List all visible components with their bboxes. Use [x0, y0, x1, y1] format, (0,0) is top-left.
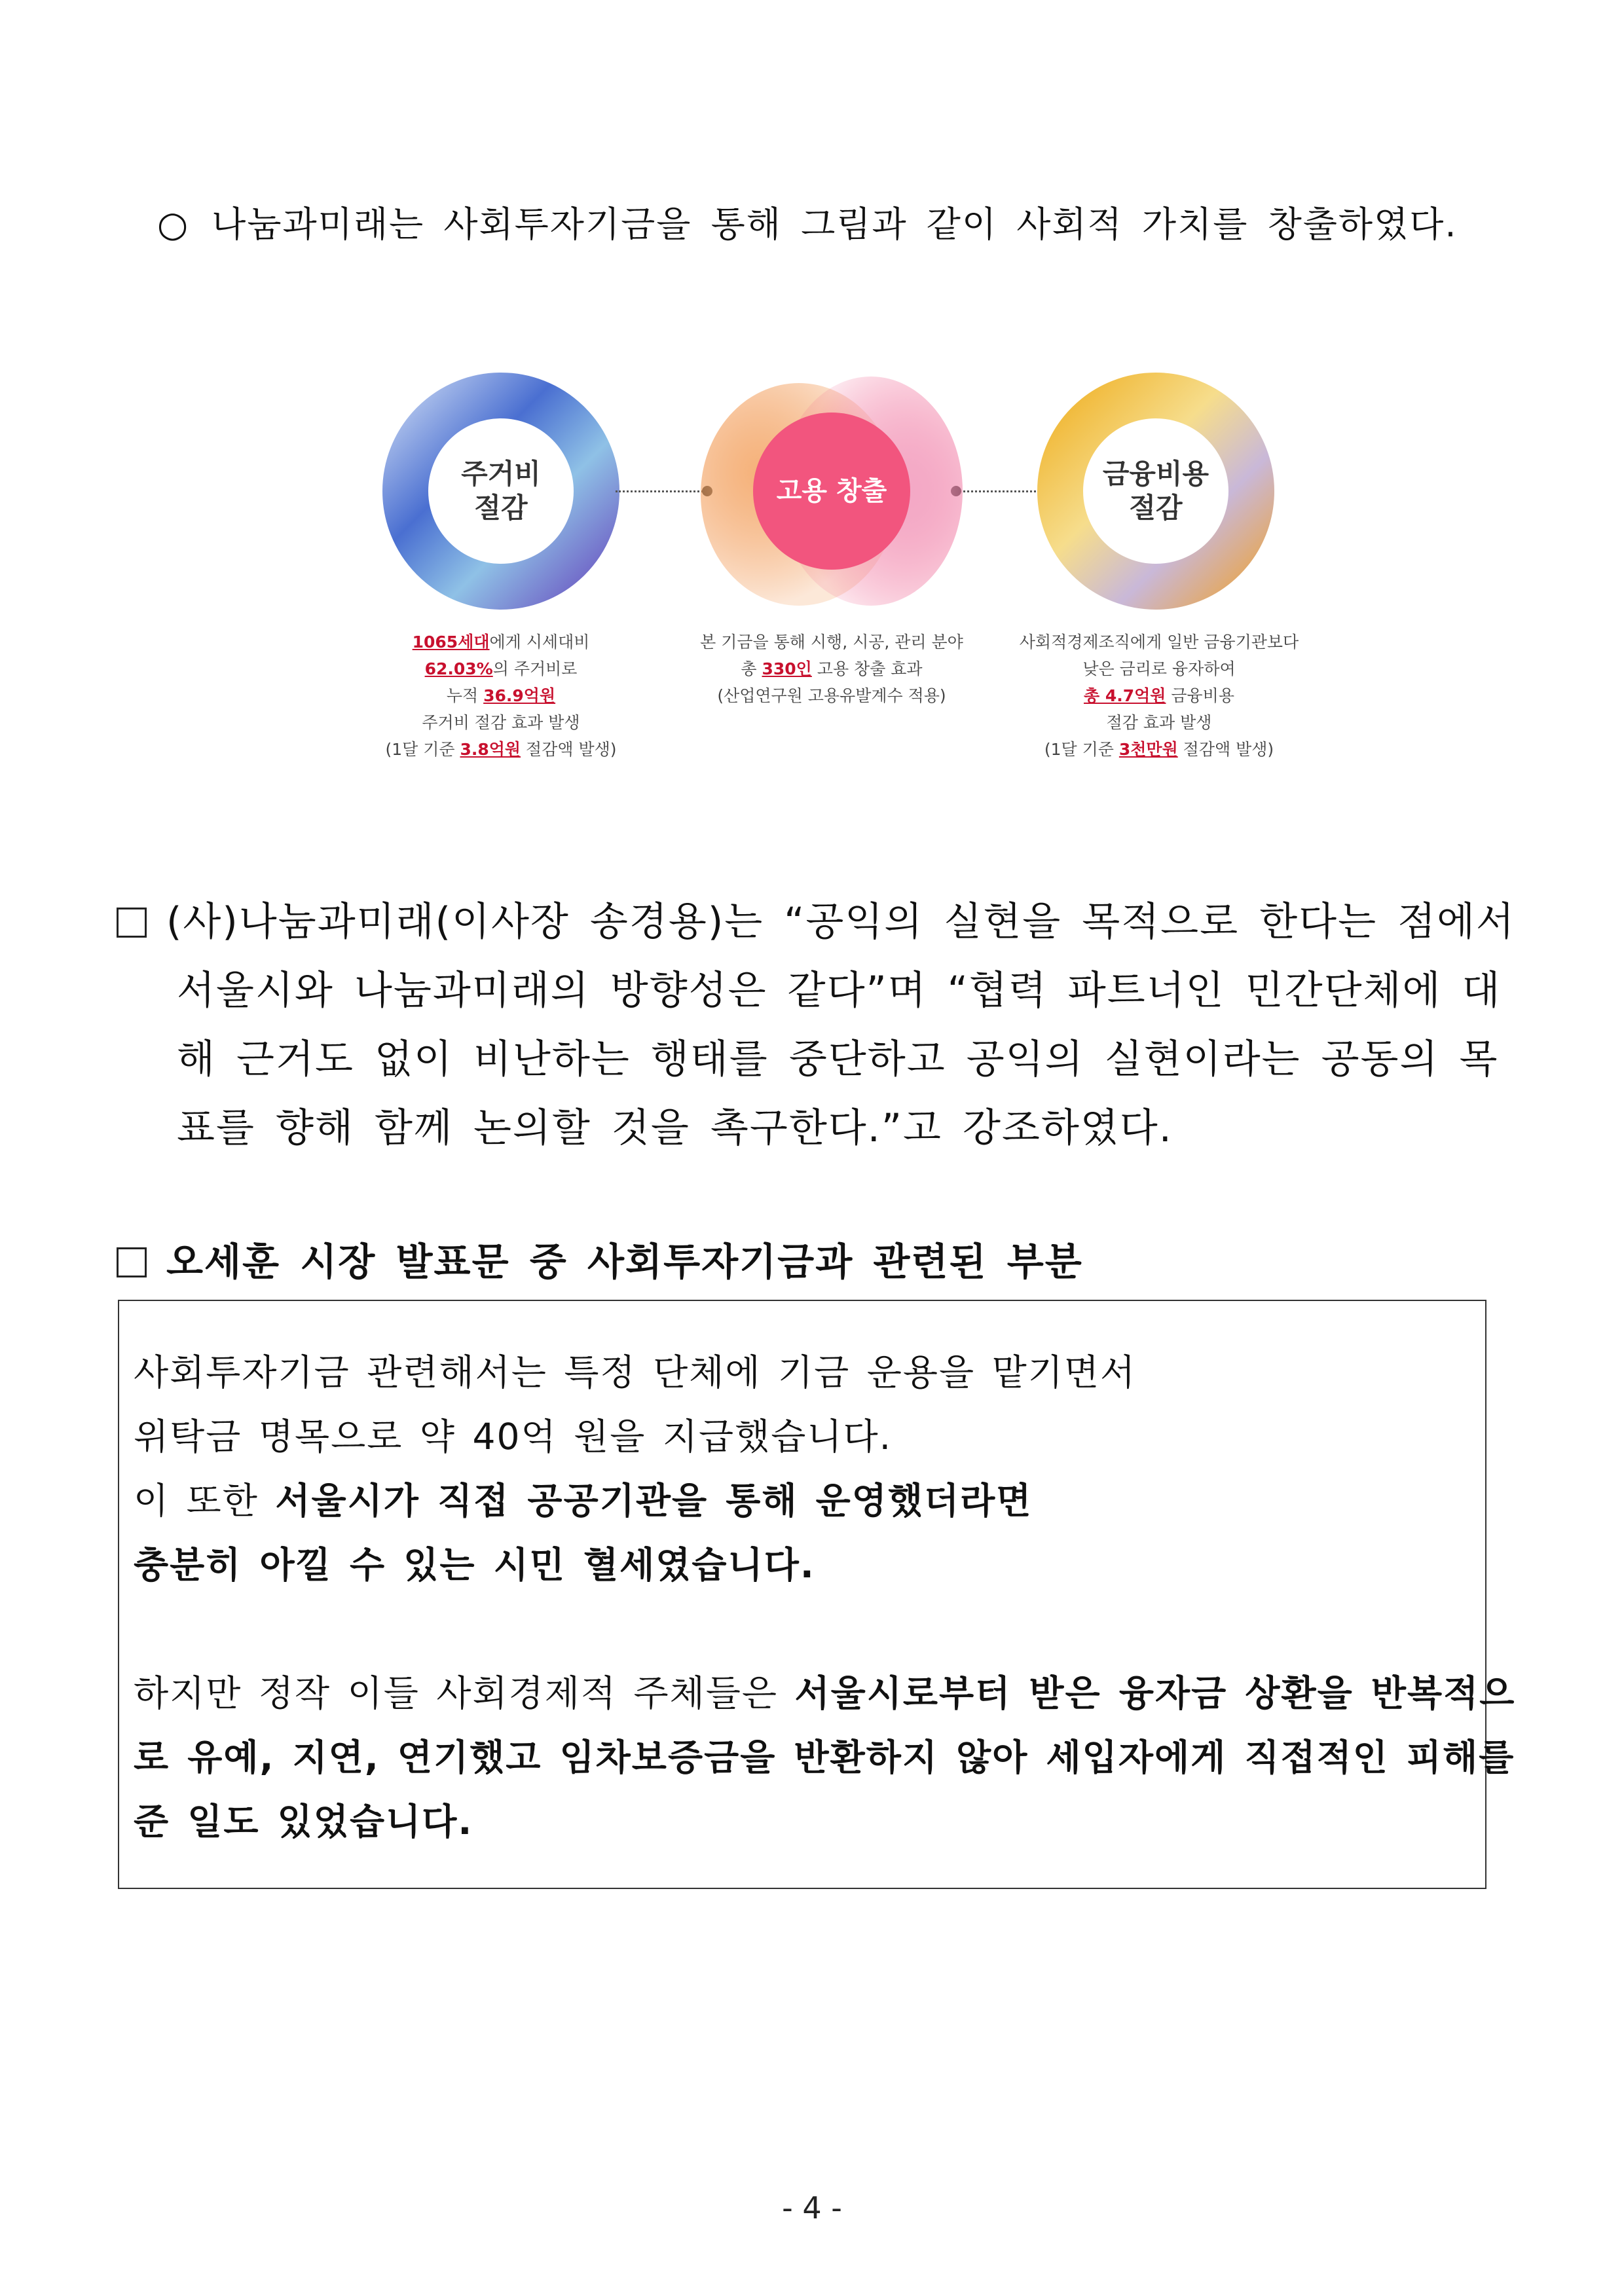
quote-line-5-plain: 하지만 정작 이들 사회경제적 주체들은 [134, 1672, 795, 1714]
quote-line-4-bold: 충분히 아낄 수 있는 시민 혈세였습니다. [134, 1544, 815, 1586]
caption-text: 총 [741, 659, 762, 678]
caption-line [354, 709, 648, 736]
quote-line-1: 사회투자기금 관련해서는 특정 단체에 기금 운용을 맡기면서 [134, 1351, 1137, 1393]
quote-line-7 [134, 1793, 473, 1845]
caption-highlight: 3천만원 [1118, 740, 1178, 759]
caption-line [995, 709, 1323, 736]
caption-line [354, 655, 648, 682]
quote-line-3 [134, 1472, 1032, 1524]
caption-line [354, 736, 648, 763]
statement-line-3: 해 근거도 없이 비난하는 행태를 중단하고 공익의 실현이라는 공동의 목 [177, 1037, 1499, 1082]
caption-text: 절감액 발생) [1177, 740, 1274, 759]
job-caption [655, 629, 1008, 709]
social-value-infographic [354, 340, 1297, 773]
caption-highlight: 62.03% [424, 659, 493, 678]
caption-line [354, 629, 648, 655]
connector-left [616, 490, 707, 492]
caption-text: 절감액 발생) [521, 740, 617, 759]
quote-line-2: 위탁금 명목으로 약 40억 원을 지급했습니다. [134, 1416, 893, 1458]
caption-highlight: 330인 [762, 659, 812, 678]
caption-text: 주거비 절감 효과 발생 [422, 713, 580, 732]
statement-line-4: 표를 향해 함께 논의할 것을 촉구한다.”고 강조하였다. [177, 1105, 1173, 1151]
job-creation-label: 고용 창출 [776, 476, 887, 506]
caption-line [995, 655, 1323, 682]
caption-line [655, 655, 1008, 682]
caption-text: 누적 [446, 686, 484, 705]
caption-highlight: 총 4.7억원 [1083, 686, 1166, 705]
quote-line-5 [134, 1664, 1515, 1716]
finance-cost-ring [1031, 367, 1280, 615]
quote-line-6 [134, 1729, 1515, 1780]
caption-text: (1달 기준 [1044, 740, 1119, 759]
housing-cost-label: 주거비 절감 [461, 458, 541, 524]
caption-highlight: 36.9억원 [483, 686, 556, 705]
caption-text: 금융비용 [1166, 686, 1234, 705]
housing-caption [354, 629, 648, 763]
caption-text: 낮은 금리로 융자하여 [1082, 659, 1236, 678]
caption-highlight: 3.8억원 [460, 740, 521, 759]
caption-text: (1달 기준 [385, 740, 460, 759]
caption-text: 본 기금을 통해 시행, 시공, 관리 분야 [700, 633, 963, 652]
mayor-statement-quote-box [118, 1300, 1516, 1889]
quote-line-3-plain: 이 또한 [134, 1480, 276, 1522]
checkbox-square-icon [117, 908, 147, 938]
finance-caption [995, 629, 1323, 763]
quote-line-7-bold: 준 일도 있었습니다. [134, 1801, 473, 1843]
caption-text: 에게 시세대비 [489, 633, 590, 652]
statement-line-2: 서울시와 나눔과미래의 방향성은 같다”며 “협력 파트너인 민간단체에 대 [177, 968, 1502, 1014]
checkbox-square-icon [117, 1247, 147, 1277]
caption-line [995, 736, 1323, 763]
intro-text: 나눔과미래는 사회투자기금을 통해 그림과 같이 사회적 가치를 창출하였다. [212, 204, 1458, 245]
quote-line-6-bold: 로 유예, 지연, 연기했고 임차보증금을 반환하지 않아 세입자에게 직접적인 피해를 [134, 1736, 1515, 1778]
section2-heading-text: 오세훈 시장 발표문 중 사회투자기금과 관련된 부분 [166, 1239, 1083, 1284]
caption-line [655, 682, 1008, 709]
caption-text: 고용 창출 효과 [811, 659, 923, 678]
caption-line [995, 682, 1323, 709]
quote-line-3-bold: 서울시가 직접 공공기관을 통해 운영했더라면 [275, 1480, 1033, 1522]
intro-sentence [157, 196, 1458, 247]
finance-cost-label: 금융비용 절감 [1102, 458, 1209, 524]
caption-text: (산업연구원 고용유발계수 적용) [717, 686, 946, 705]
caption-text: 사회적경제조직에게 일반 금융기관보다 [1019, 633, 1299, 652]
statement-text-1: (사)나눔과미래(이사장 송경용)는 “공익의 실현을 목적으로 한다는 점에서 [166, 899, 1515, 945]
caption-highlight: 1065세대 [412, 633, 490, 652]
caption-line [995, 629, 1323, 655]
quote-line-5-bold: 서울시로부터 받은 융자금 상환을 반복적으 [794, 1672, 1516, 1714]
statement-line-1 [117, 890, 1515, 947]
section2-heading [117, 1231, 1083, 1286]
caption-text: 의 주거비로 [492, 659, 578, 678]
page-number: - 4 - [782, 2190, 842, 2226]
caption-line [655, 629, 1008, 655]
quote-line-4 [134, 1536, 815, 1588]
caption-line [354, 682, 648, 709]
housing-cost-ring [377, 367, 625, 615]
caption-text: 절감 효과 발생 [1106, 713, 1212, 732]
circle-bullet-icon: ○ [157, 204, 190, 245]
job-creation-blot [701, 360, 963, 622]
